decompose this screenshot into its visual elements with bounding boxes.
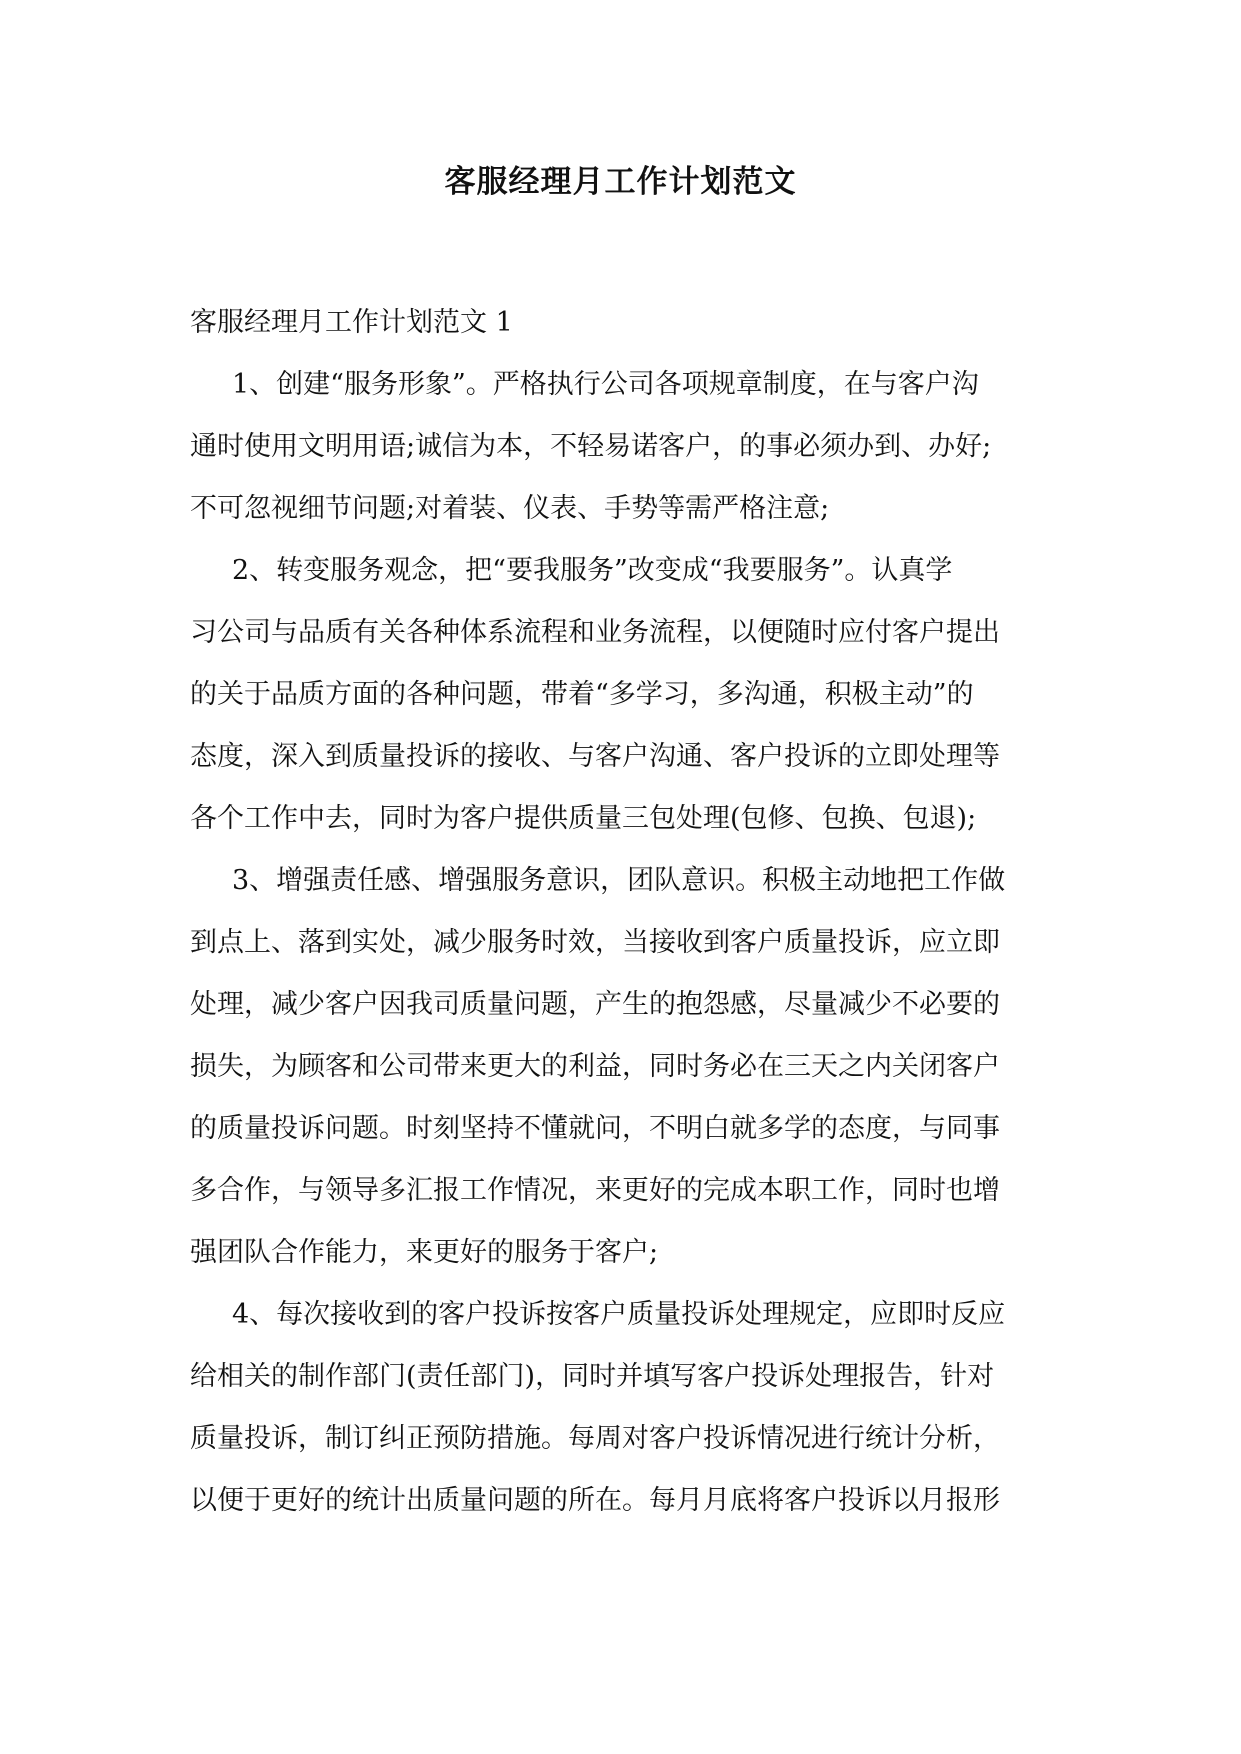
paragraph-1 [190, 354, 1060, 540]
paragraph-4 [190, 1284, 1060, 1532]
document-title: 客服经理月工作计划范文 [444, 164, 797, 200]
paragraph-2 [190, 540, 1060, 850]
text-line: 通时使用文明用语;诚信为本，不轻易诺客户，的事必须办到、办好; [190, 431, 992, 462]
text-line: 各个工作中去，同时为客户提供质量三包处理(包修、包换、包退); [190, 803, 977, 834]
text-line: 1、创建“服务形象”。严格执行公司各项规章制度，在与客户沟 [232, 369, 979, 400]
text-line: 2、转变服务观念，把“要我服务”改变成“我要服务”。认真学 [232, 555, 953, 586]
text-line: 质量投诉，制订纠正预防措施。每周对客户投诉情况进行统计分析， [190, 1423, 1000, 1454]
text-line: 的关于品质方面的各种问题，带着“多学习，多沟通，积极主动”的 [190, 679, 974, 710]
text-line: 以便于更好的统计出质量问题的所在。每月月底将客户投诉以月报形 [190, 1485, 1000, 1516]
text-line: 的质量投诉问题。时刻坚持不懂就问，不明白就多学的态度，与同事 [190, 1113, 1000, 1144]
text-line: 4、每次接收到的客户投诉按客户质量投诉处理规定，应即时反应 [232, 1299, 1006, 1330]
paragraph-3 [190, 850, 1060, 1284]
text-line: 习公司与品质有关各种体系流程和业务流程，以便随时应付客户提出 [190, 617, 1000, 648]
text-line: 损失，为顾客和公司带来更大的利益，同时务必在三天之内关闭客户 [190, 1051, 1000, 1082]
text-line: 多合作，与领导多汇报工作情况，来更好的完成本职工作，同时也增 [190, 1175, 1000, 1206]
text-line: 到点上、落到实处，减少服务时效，当接收到客户质量投诉，应立即 [190, 927, 1000, 958]
text-line: 态度，深入到质量投诉的接收、与客户沟通、客户投诉的立即处理等 [190, 741, 1000, 772]
text-line: 3、增强责任感、增强服务意识，团队意识。积极主动地把工作做 [232, 865, 1006, 896]
text-line: 给相关的制作部门(责任部门)，同时并填写客户投诉处理报告，针对 [190, 1361, 995, 1392]
text-line: 不可忽视细节问题;对着装、仪表、手势等需严格注意; [190, 493, 830, 524]
text-line: 强团队合作能力，来更好的服务于客户; [190, 1237, 659, 1268]
section-heading: 客服经理月工作计划范文 1 [190, 307, 513, 338]
document-body [190, 292, 1060, 1532]
text-line: 处理，减少客户因我司质量问题，产生的抱怨感，尽量减少不必要的 [190, 989, 1000, 1020]
